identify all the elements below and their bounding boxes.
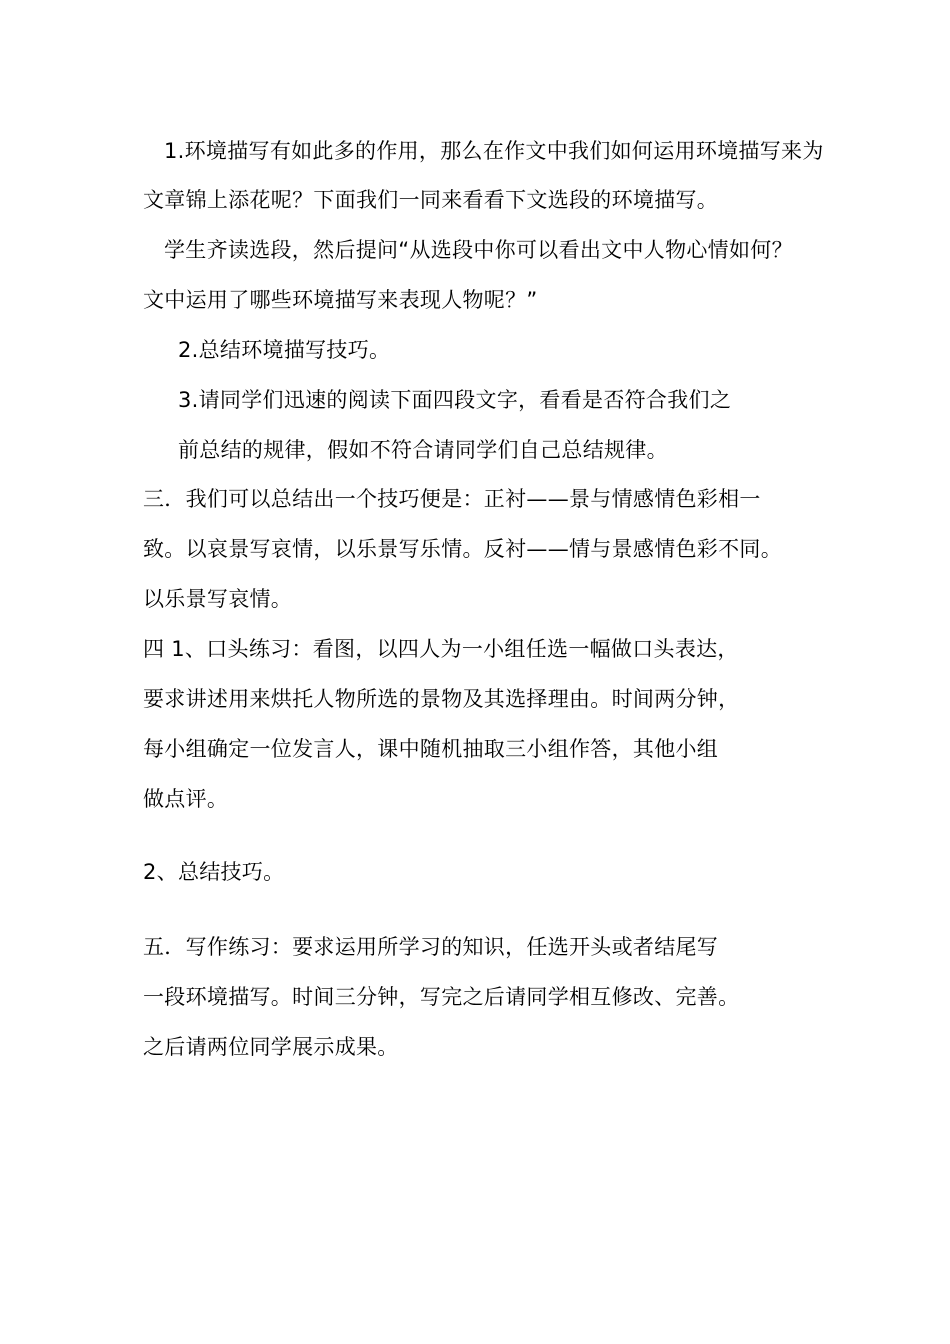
text-line-17: 一段环境描写。时间三分钟，写完之后请同学相互修改、完善。 [143,985,740,1009]
text-line-9: 致。以哀景写哀情，以乐景写乐情。反衬——情与景感情色彩不同。 [143,537,782,561]
text-line-3: 学生齐读选段，然后提问“从选段中你可以看出文中人物心情如何？ [164,238,793,262]
text-line-11: 四 1、口头练习：看图，以四人为一小组任选一幅做口头表达， [143,637,739,661]
text-line-6: 3.请同学们迅速的阅读下面四段文字，看看是否符合我们之 [178,388,732,412]
text-line-2: 文章锦上添花呢？下面我们一同来看看下文选段的环境描写。 [143,188,719,212]
text-line-8: 三．我们可以总结出一个技巧便是：正衬——景与情感情色彩相一 [143,487,761,511]
text-line-15: 2、总结技巧。 [143,860,285,884]
text-line-7: 前总结的规律，假如不符合请同学们自己总结规律。 [178,438,668,462]
text-line-12: 要求讲述用来烘托人物所选的景物及其选择理由。时间两分钟， [143,687,740,711]
text-line-10: 以乐景写哀情。 [143,587,293,611]
text-line-16: 五．写作练习：要求运用所学习的知识，任选开头或者结尾写 [143,935,719,959]
text-line-5: 2.总结环境描写技巧。 [178,338,391,362]
text-line-4: 文中运用了哪些环境描写来表现人物呢？” [143,288,538,312]
text-line-13: 每小组确定一位发言人，课中随机抽取三小组作答，其他小组 [143,737,719,761]
text-line-18: 之后请两位同学展示成果。 [143,1035,399,1059]
text-line-14: 做点评。 [143,787,229,811]
text-line-1: 1.环境描写有如此多的作用，那么在作文中我们如何运用环境描写来为 [164,139,824,163]
